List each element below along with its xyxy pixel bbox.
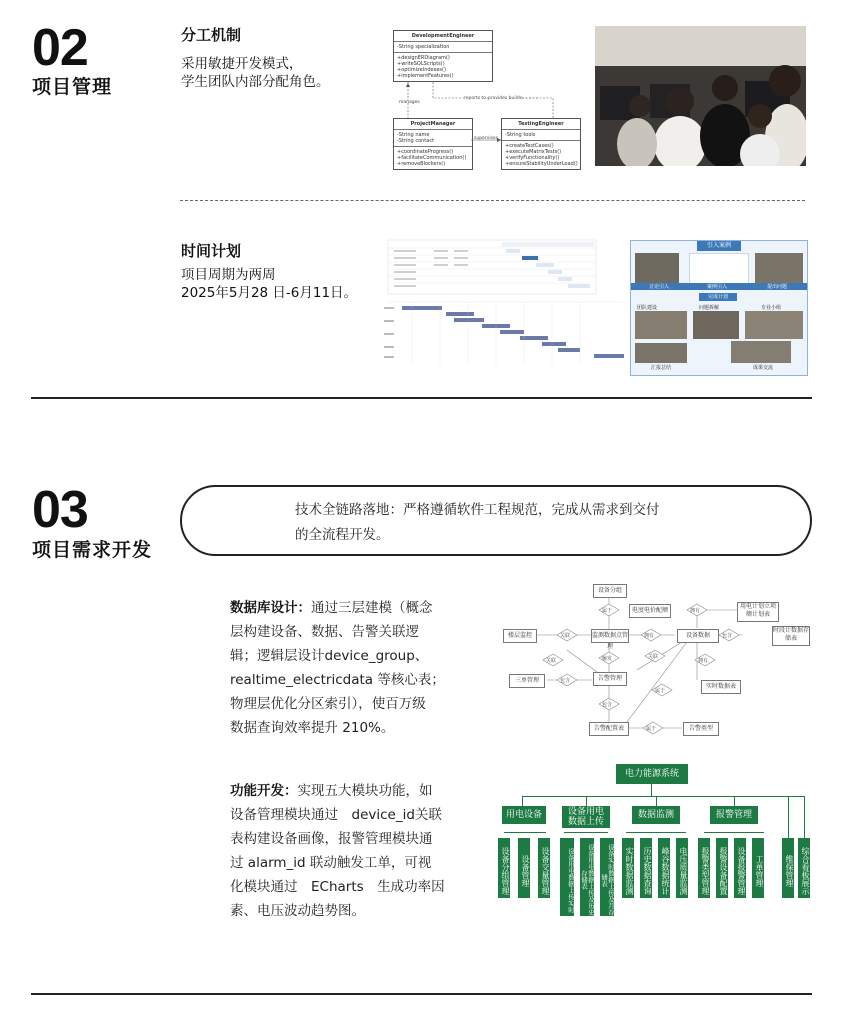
schedule-text (181, 266, 357, 302)
dashed-divider (180, 200, 805, 201)
er-entity: 三单管理 (509, 674, 545, 688)
board-photo-5 (745, 311, 803, 339)
uml-method: +removeBlockers() (397, 161, 446, 167)
tree-leaf: 设备用电数据上传及历史存储表 (580, 838, 594, 916)
schedule-line-1: 项目周期为两周 (181, 267, 276, 283)
section-title-project-management: 项目管理 (32, 76, 113, 98)
tree-leaf: 综合看板展示 (798, 838, 810, 898)
tree-connector (564, 832, 608, 833)
board-mindmap (689, 253, 749, 287)
uml-label-provides: provides builds (488, 96, 523, 101)
section-divider-1 (31, 397, 812, 399)
uml-class-title: DevelopmentEngineer (394, 31, 492, 42)
tree-leaf: 设备用电数据上传实时 (560, 838, 574, 916)
team-classroom-photo (595, 26, 806, 166)
uml-role-diagram (388, 30, 584, 168)
tree-connector (734, 796, 735, 806)
er-entity: 电度电价配额 (629, 604, 671, 618)
tree-connector (626, 832, 686, 833)
uml-label-manages: manages (399, 100, 420, 105)
tree-leaf: 设备报警管理 (734, 838, 746, 898)
tree-connector (522, 796, 804, 797)
board-label-7: 汇报总结 (651, 365, 672, 371)
db-line: 通过三层建模（概念 (311, 600, 433, 616)
board-label-5: 问题拆解 (699, 305, 720, 311)
uml-method: +ensureStabilityUnderLoad() (505, 161, 578, 167)
func-line: 表构建设备画像，报警管理模块通 (230, 831, 433, 847)
tree-connector (704, 832, 764, 833)
er-entity: 设备数据 (677, 629, 719, 643)
board-title: 引入案例 (697, 241, 741, 251)
uml-attribute: -String specialization (394, 42, 492, 53)
db-line: 辑；逻辑层设计device_group、 (230, 648, 429, 664)
tree-leaf: 电压质量监测 (676, 838, 688, 898)
tree-leaf: 报警设备配置 (716, 838, 728, 898)
database-design-paragraph (230, 596, 452, 740)
tree-leaf: 设备交量管理 (538, 838, 550, 898)
uml-method: +coordinateProgress() (397, 149, 454, 155)
board-label-6: 专业小组 (761, 305, 782, 311)
module-tree-chart (498, 764, 812, 922)
er-entity: 楼层监控 (503, 629, 537, 643)
uml-method: +facilitateCommunication() (397, 155, 467, 161)
section-number-03: 03 (32, 481, 88, 539)
board-photo-3 (635, 311, 687, 339)
uml-method: +executeMatrixTests() (505, 149, 562, 155)
board-label-1: 讨论引入 (649, 284, 670, 290)
schedule-line-2: 2025年5月28 日-6月11日。 (181, 285, 358, 301)
teaching-process-board (630, 240, 808, 376)
tree-leaf: 实时数据监测 (622, 838, 634, 898)
er-relation: 拥有 (644, 633, 655, 639)
tree-connector (651, 784, 652, 796)
section-number-02: 02 (32, 19, 88, 77)
uml-label-supervises: supervises (474, 136, 499, 141)
er-entity: 监测数据点管理 (591, 629, 629, 643)
er-relation: 关联 (560, 633, 571, 639)
tree-leaf: 历史数据查询 (640, 838, 652, 898)
tree-group-2: 设备用电 数据上传 (562, 806, 610, 828)
uml-attribute: -String name (397, 132, 430, 138)
tree-leaf: 设备分组管理 (498, 838, 510, 898)
tree-leaf: 报警类型管理 (698, 838, 710, 898)
section-divider-2 (31, 993, 812, 995)
board-label-2: 案例引入 (707, 284, 728, 290)
uml-method: +implementFeatures() (397, 73, 454, 79)
tree-connector (586, 796, 587, 806)
er-relation: 包含 (602, 702, 613, 708)
er-relation: 触发 (602, 656, 613, 662)
er-relation: 拥有 (690, 608, 701, 614)
schedule-heading: 时间计划 (181, 242, 242, 260)
uml-method: +verifyFunctionality() (505, 155, 560, 161)
func-line: 化模块通过 ECharts 生成功率因 (230, 879, 445, 895)
er-relation: 拥有 (698, 658, 709, 664)
db-line: 数据查询效率提升 210%。 (230, 720, 395, 736)
division-line-1: 采用敏捷开发模式， (181, 56, 303, 72)
tree-connector (804, 796, 805, 838)
er-relation: 属于 (602, 608, 613, 614)
er-entity: 告警配置表 (589, 722, 629, 736)
er-relation: 包含 (722, 633, 733, 639)
er-diagram (497, 580, 812, 738)
photo-illustration (595, 26, 806, 166)
function-dev-paragraph (230, 779, 452, 923)
er-entity: 设备分组 (593, 584, 627, 598)
tree-group-4: 报警管理 (710, 806, 758, 824)
board-label-4: 团队建设 (637, 305, 658, 311)
board-photo-4 (693, 311, 739, 339)
func-line: 素、电压波动趋势图。 (230, 903, 365, 919)
uml-class-title: ProjectManager (394, 119, 472, 130)
database-design-label: 数据库设计： (230, 600, 311, 616)
board-label-8: 成果交流 (753, 365, 774, 371)
board-photo-6 (635, 343, 687, 363)
er-relation: 属于 (655, 688, 666, 694)
uml-method: +optimizeIndexes() (397, 67, 446, 73)
gantt-chart-image (382, 238, 624, 378)
er-relation: 属于 (646, 726, 657, 732)
tree-group-3: 数据监测 (632, 806, 680, 824)
er-relation: 关联 (546, 658, 557, 664)
tree-connector (504, 832, 546, 833)
uml-method: +designERDiagram() (397, 55, 450, 61)
tree-root: 电力能源系统 (616, 764, 688, 784)
db-line: 层构建设备、数据、告警关联逻 (230, 624, 419, 640)
board-label-3: 提出问题 (767, 284, 788, 290)
division-heading: 分工机制 (181, 26, 242, 44)
board-subtitle: 完成计划 (699, 293, 737, 301)
er-entity: 告警类型 (683, 722, 719, 736)
gantt-illustration (382, 238, 624, 378)
uml-attribute: -String contact (397, 138, 435, 144)
section-title-requirements: 项目需求开发 (32, 539, 153, 561)
tree-leaf: 设备实时数据上传及月存储表 (600, 838, 614, 916)
db-line: realtime_electricdata 等核心表； (230, 672, 445, 688)
er-entity: 告警管理 (593, 672, 627, 686)
division-text (181, 55, 330, 91)
uml-method: +writeSQLScripts() (397, 61, 445, 67)
er-entity: 用电计划立项 额计划表 (737, 602, 779, 622)
tree-connector (788, 796, 789, 838)
er-entity: 时段计数据存 储表 (772, 626, 810, 646)
tree-leaf: 维保管理 (782, 838, 794, 898)
board-photo-2 (755, 253, 803, 283)
summary-line-1: 技术全链路落地：严格遵循软件工程规范，完成从需求到交付 (295, 502, 660, 518)
tree-leaf: 峰谷数据统计 (658, 838, 670, 898)
division-line-2: 学生团队内部分配角色。 (181, 74, 330, 90)
uml-label-reports: reports to (464, 96, 487, 101)
tree-group-1: 用电设备 (502, 806, 546, 824)
uml-attribute: -String tools (502, 130, 580, 141)
board-photo-1 (635, 253, 679, 283)
function-dev-label: 功能开发： (230, 783, 298, 799)
db-line: 物理层优化分区索引），使百万级 (230, 696, 426, 712)
func-line: 过 alarm_id 联动触发工单，可视 (230, 855, 432, 871)
uml-method: +createTestCases() (505, 143, 554, 149)
func-line: 设备管理模块通过 device_id关联 (230, 807, 442, 823)
er-relation: 关联 (648, 654, 659, 660)
func-line: 实现五大模块功能，如 (297, 783, 433, 799)
tree-leaf: 工单管理 (752, 838, 764, 898)
er-relation: 包含 (560, 678, 571, 684)
summary-text (295, 498, 660, 548)
tree-connector (656, 796, 657, 806)
tree-connector (522, 796, 523, 806)
board-photo-7 (731, 341, 791, 363)
uml-class-title: TestingEngineer (502, 119, 580, 130)
tree-leaf: 设备管理 (518, 838, 530, 898)
er-entity: 实时数据表 (701, 680, 741, 694)
summary-line-2: 的全流程开发。 (295, 527, 390, 543)
